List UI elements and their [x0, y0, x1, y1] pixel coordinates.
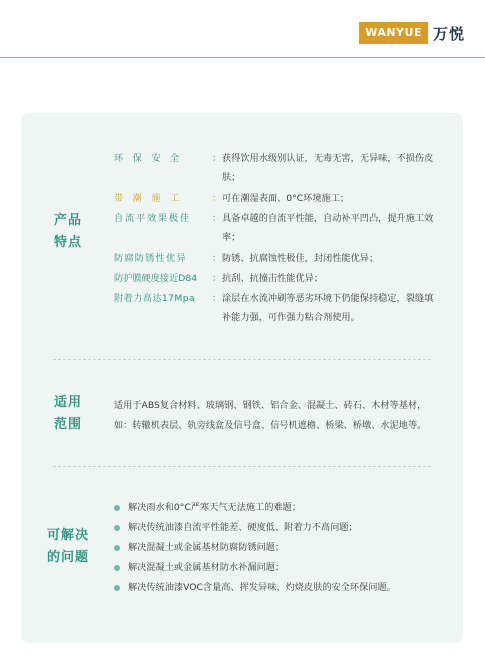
content-card [21, 113, 463, 643]
scope-title-line2: 范围 [54, 417, 83, 432]
features-title-line1: 产品 [54, 213, 83, 228]
problems-title-line1: 可解决 [47, 528, 90, 543]
feature-label: 防护膜硬度接近D84 [114, 273, 198, 284]
scope-title-line1: 适用 [54, 395, 83, 410]
list-item [114, 558, 444, 578]
problems-title [47, 525, 89, 569]
feature-colon: ： [212, 273, 222, 284]
feature-label: 防腐防锈性优异 [114, 253, 187, 264]
problems-title-line2: 的问题 [47, 550, 90, 565]
bullet-icon [114, 565, 120, 571]
feature-colon: ： [212, 153, 222, 164]
features-title [54, 210, 82, 254]
list-item [114, 578, 444, 598]
problem-text: 解决传统油漆自流平性能差、硬度低、附着力不高问题； [128, 522, 358, 533]
feature-value: 具备卓越的自流平性能，自动补平凹凸，提升施工效率； [222, 213, 434, 243]
feature-label: 带潮施工 [114, 193, 189, 204]
scope-title [54, 392, 82, 436]
feature-colon: ： [212, 213, 222, 224]
feature-value: 防锈、抗腐蚀性极佳，封闭性能优异； [222, 253, 379, 264]
problems-list [114, 498, 444, 598]
section-divider [53, 466, 431, 467]
feature-label: 环保安全 [114, 153, 189, 164]
feature-colon: ： [212, 293, 222, 304]
list-item [114, 518, 444, 538]
feature-colon: ： [212, 253, 222, 264]
bullet-icon [114, 545, 120, 551]
logo-latin: WANYUE [359, 22, 428, 44]
problem-text: 解决传统油漆VOC含量高、挥发异味、灼烧皮肤的安全环保问题。 [128, 582, 396, 593]
feature-colon: ： [212, 193, 222, 204]
feature-value: 可在潮湿表面、0°C环境施工； [222, 193, 350, 204]
list-item [114, 538, 444, 558]
feature-label: 附着力高达17Mpa [114, 293, 196, 304]
feature-value: 抗刮、抗撞击性能优异； [222, 273, 324, 284]
bullet-icon [114, 505, 120, 511]
logo-chinese: 万悦 [432, 24, 465, 43]
problem-text: 解决混凝土或金属基材防水补漏问题； [128, 562, 285, 573]
list-item [114, 498, 444, 518]
header-divider [0, 57, 485, 58]
bullet-icon [114, 585, 120, 591]
feature-value: 涂层在水流冲刷等恶劣环境下仍能保持稳定，裂缝填补能力强，可作强力粘合剂使用。 [222, 293, 434, 323]
section-divider [53, 359, 431, 360]
feature-label: 自流平效果极佳 [114, 213, 191, 224]
scope-text: 适用于ABS复合材料、玻璃钢、钢铁、铝合金、混凝土、砖石、木材等基材，如：转辙机表层、轨旁线盒及信号盒、信号机遮檐、桥梁、桥墩、水泥地等。 [114, 400, 427, 431]
problem-text: 解决雨水和0°C严寒天气无法施工的难题； [128, 502, 302, 513]
problem-text: 解决混凝土或金属基材防腐防锈问题； [128, 542, 285, 553]
brand-logo [359, 22, 465, 44]
feature-value: 获得饮用水级别认证，无毒无害，无异味，不损伤皮肤； [222, 153, 434, 183]
bullet-icon [114, 525, 120, 531]
features-title-line2: 特点 [54, 235, 83, 250]
feature-row [114, 149, 454, 187]
